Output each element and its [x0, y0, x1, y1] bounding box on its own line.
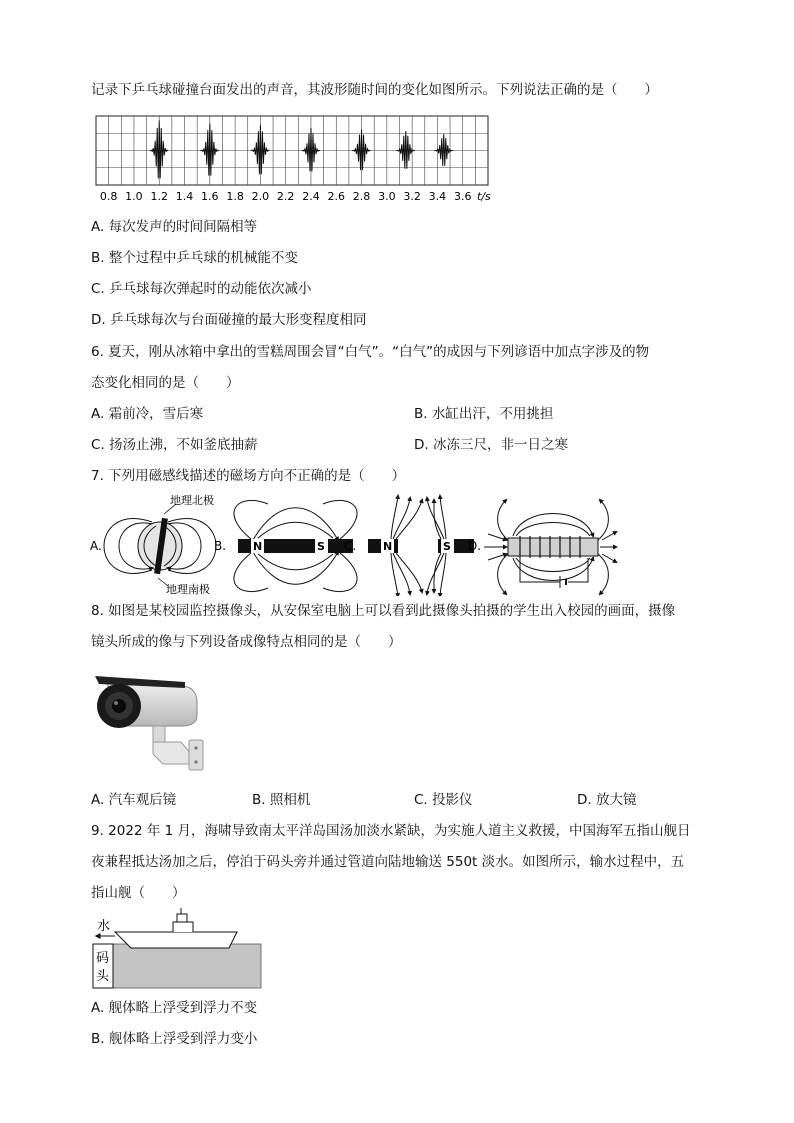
q6-option-c: C. 扬汤止沸，不如釜底抽薪: [91, 437, 258, 453]
q6-option-b: B. 水缸出汗，不用挑担: [414, 406, 554, 422]
q7-label-a: A.: [90, 539, 102, 553]
ship-dock-figure: [91, 906, 263, 990]
q7-stem: 7. 下列用磁感线描述的磁场方向不正确的是（ ）: [91, 468, 406, 484]
q9-stem-line3: 指山舰（ ）: [91, 885, 186, 901]
pole-pair-field: [391, 496, 446, 596]
tick-label: 1.4: [175, 190, 194, 203]
tick-label: 1.8: [226, 190, 244, 203]
tick-label: 1.2: [150, 190, 168, 203]
q8-option-b: B. 照相机: [252, 792, 311, 808]
q6-stem-line2: 态变化相同的是（ ）: [91, 375, 240, 391]
q5-option-c: C. 乒乓球每次弹起时的动能依次减小: [91, 281, 312, 297]
q8-option-c: C. 投影仪: [414, 792, 473, 808]
q7-label-c: C.: [344, 539, 357, 553]
tick-label: 2.0: [251, 190, 270, 203]
q6-option-a: A. 霜前冷，雪后寒: [91, 406, 204, 422]
q8-stem-line2: 镜头所成的像与下列设备成像特点相同的是（ ）: [91, 634, 402, 650]
geo-south-label: 地理南极: [166, 583, 210, 596]
bar-magnet-n: N: [253, 540, 263, 553]
tick-label: 1.0: [125, 190, 143, 203]
tick-label: 2.8: [352, 190, 371, 203]
q5-stem: 记录下乒乓球碰撞台面发出的声音，其波形随时间的变化如图所示。下列说法正确的是（ ）: [91, 82, 658, 98]
tick-label: 2.2: [276, 190, 295, 203]
q9-option-b: B. 舰体略上浮受到浮力变小: [91, 1031, 258, 1047]
tick-label: 1.6: [201, 190, 219, 203]
q5-option-b: B. 整个过程中乒乓球的机械能不变: [91, 250, 298, 266]
q8-option-a: A. 汽车观后镜: [91, 792, 177, 808]
q7-label-d: D.: [468, 539, 482, 553]
ship-hull: [115, 932, 237, 948]
tick-label: 3.4: [428, 190, 447, 203]
battery-circuit: [520, 558, 588, 588]
tick-label: 3.0: [378, 190, 396, 203]
dock-label-2: 头: [96, 969, 110, 984]
right-magnet-s: S: [443, 540, 451, 553]
q5-option-d: D. 乒乓球每次与台面碰撞的最大形变程度相同: [91, 312, 367, 328]
q9-stem-line1: 9. 2022 年 1 月，海啸导致南太平洋岛国汤加淡水紧缺，为实施人道主义救援，中国海军五指山舰日: [91, 823, 691, 839]
geo-north-label: 地理北极: [170, 494, 214, 507]
tick-label: 2.6: [327, 190, 346, 203]
sound-waveform-chart: [88, 113, 498, 205]
q9-stem-line2: 夜兼程抵达汤加之后，停泊于码头旁并通过管道向陆地输送 550t 淡水。如图所示，输水过程中，五: [91, 854, 685, 870]
magnetic-field-figures: [88, 492, 618, 596]
dock-label-1: 码: [96, 951, 110, 966]
tick-label: 3.2: [403, 190, 421, 203]
q5-option-a: A. 每次发声的时间间隔相等: [91, 219, 258, 235]
tick-label: 2.4: [302, 190, 320, 203]
water-label: 水: [97, 919, 111, 934]
solenoid-core: [508, 538, 598, 556]
bar-magnet-s: S: [317, 540, 325, 553]
q8-option-d: D. 放大镜: [577, 792, 637, 808]
q7-label-b: B.: [214, 539, 227, 553]
q9-option-a: A. 舰体略上浮受到浮力不变: [91, 1000, 258, 1016]
q8-stem-line1: 8. 如图是某校园监控摄像头，从安保室电脑上可以看到此摄像头拍摄的学生出入校园的画面，摄像: [91, 603, 676, 619]
earth-magnet-n: N: [155, 563, 162, 573]
axis-unit-label: t/s: [477, 190, 491, 203]
q6-stem-line1: 6. 夏天，刚从冰箱中拿出的雪糕周围会冒“白气”。“白气”的成因与下列谚语中加点字涉及的物: [91, 344, 650, 360]
sea-water: [113, 944, 261, 988]
earth-magnet-s: S: [161, 521, 167, 531]
left-magnet-n: N: [383, 540, 393, 553]
ship-superstructure: [173, 914, 193, 932]
q6-option-d: D. 冰冻三尺，非一日之寒: [414, 437, 568, 453]
tick-label: 3.6: [453, 190, 472, 203]
security-camera-image: [93, 668, 211, 772]
tick-label: 0.8: [99, 190, 118, 203]
